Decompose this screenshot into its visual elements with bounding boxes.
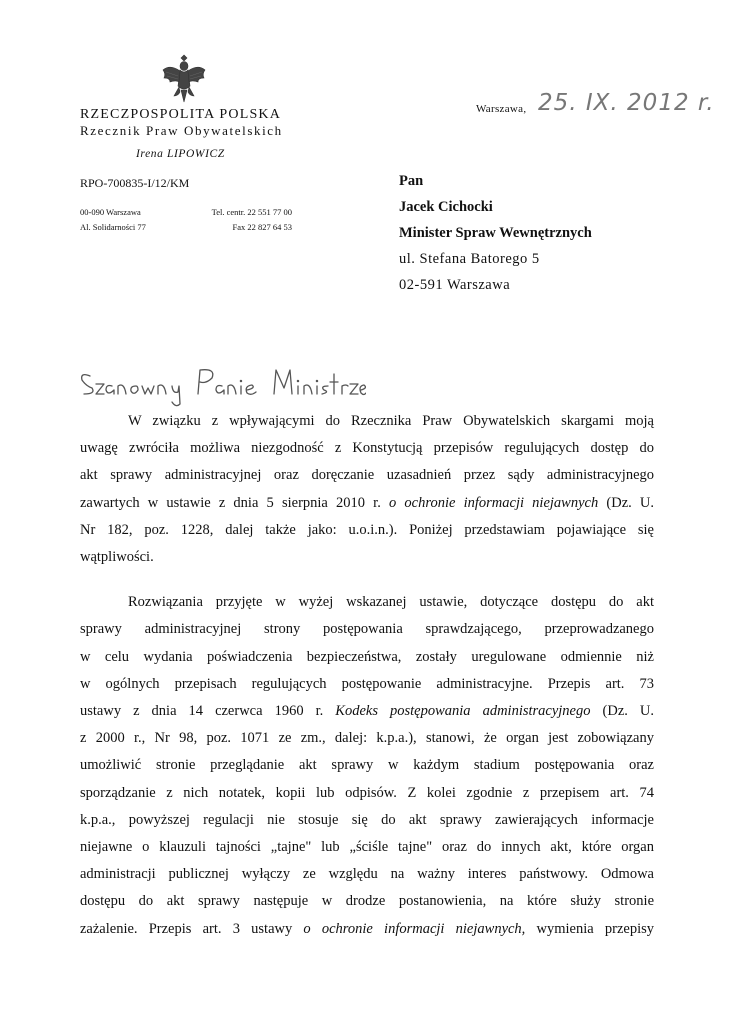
signatory-name: Irena LIPOWICZ: [136, 148, 225, 160]
text-line: akt sprawy administracyjnej oraz doręczanie uzasadnień przez sądy administracyjnego: [80, 467, 654, 484]
office-address: [80, 205, 146, 235]
office-name: Rzecznik Praw Obywatelskich: [80, 123, 283, 138]
address-line: 00-090 Warszawa: [80, 207, 141, 217]
text-line: [80, 490, 654, 517]
text-line: Nr 182, poz. 1228, dalej także jako: u.o.i.n.). Poniżej przedstawiam pojawiające się: [80, 521, 654, 538]
text-run: (Dz. U.: [606, 494, 655, 511]
paragraph: [80, 589, 654, 943]
text-line: w celu wydania poświadczenia bezpieczeństwa, zostały uregulowane odmiennie niż: [80, 648, 654, 665]
polish-eagle-emblem-icon: [160, 52, 208, 106]
recipient-street: ul. Stefana Batorego 5: [399, 251, 540, 267]
text-line: Rozwiązania przyjęte w wyżej wskazanej ustawie, dotyczące dostępu do akt: [128, 594, 654, 611]
recipient-block: [399, 168, 592, 298]
text-line: niejawne o klauzuli tajności „tajne" lub „ściśle tajne" oraz do innych akt, które organ: [80, 839, 654, 856]
text-line: uwagę zwróciła możliwa niezgodność z Konstytucją przepisów regulujących dostęp do: [80, 440, 654, 457]
text-line: w ogólnych przepisach regulujących postępowanie administracyjne. Przepis art. 73: [80, 675, 654, 692]
act-title: o ochronie informacji niejawnych,: [303, 920, 526, 937]
recipient-name: Jacek Cichocki: [399, 199, 493, 215]
letter-body: [80, 408, 654, 943]
act-title: o ochronie informacji niejawnych: [389, 494, 599, 511]
text-run: ustawy z dnia 14 czerwca 1960 r.: [80, 703, 324, 720]
text-line: W związku z wpływającymi do Rzecznika Praw Obywatelskich skargami moją: [128, 413, 654, 429]
text-run: wymienia przepisy: [536, 920, 654, 937]
reference-number: RPO-700835-I/12/KM: [80, 176, 190, 190]
handwritten-salutation: [76, 360, 366, 410]
text-line: dostępu do akt sprawy następuje w drodze postanowienia, na które służy stronie: [80, 893, 654, 910]
text-run: zażalenie. Przepis art. 3 ustawy: [80, 920, 293, 937]
text-line: administracji publicznej wyłączy ze względu na ważny interes państwowy. Odmowa: [80, 866, 654, 883]
fax-line: Fax 22 827 64 53: [232, 222, 292, 232]
recipient-position: Minister Spraw Wewnętrznych: [399, 225, 592, 241]
address-line: Al. Solidarności 77: [80, 222, 146, 232]
org-name: RZECZPOSPOLITA POLSKA: [80, 107, 282, 122]
text-line: [80, 698, 654, 725]
text-line: sporządzanie z nich notatek, kopii lub odpisów. Z kolei zgodnie z przepisem art. 74: [80, 784, 654, 801]
office-phones: [188, 205, 292, 235]
text-line: wątpliwości.: [80, 549, 154, 566]
handwritten-date: 25. IX. 2012 r.: [538, 90, 715, 116]
text-run: (Dz. U.: [602, 703, 655, 720]
recipient-title: Pan: [399, 173, 424, 189]
phone-line: Tel. centr. 22 551 77 00: [211, 207, 292, 217]
text-line: z 2000 r., Nr 98, poz. 1071 ze zm., dalej: k.p.a.), stanowi, że organ jest zobowiązany: [80, 730, 654, 747]
place-label: Warszawa,: [476, 103, 527, 115]
paragraph: [80, 408, 654, 571]
text-line: umożliwić stronie przeglądanie akt sprawy w każdym stadium postępowania oraz: [80, 757, 654, 774]
text-line: k.p.a., powyższej regulacji nie stosuje się do akt sprawy zawierających informacje: [80, 811, 654, 828]
recipient-city: 02-591 Warszawa: [399, 277, 511, 293]
text-run: zawartych w ustawie z dnia 5 sierpnia 2010 r.: [80, 494, 381, 511]
text-line: [80, 916, 654, 943]
act-title: Kodeks postępowania administracyjnego: [335, 703, 591, 720]
text-line: sprawy administracyjnej strony postępowania sprawdzającego, przeprowadzanego: [80, 621, 654, 638]
